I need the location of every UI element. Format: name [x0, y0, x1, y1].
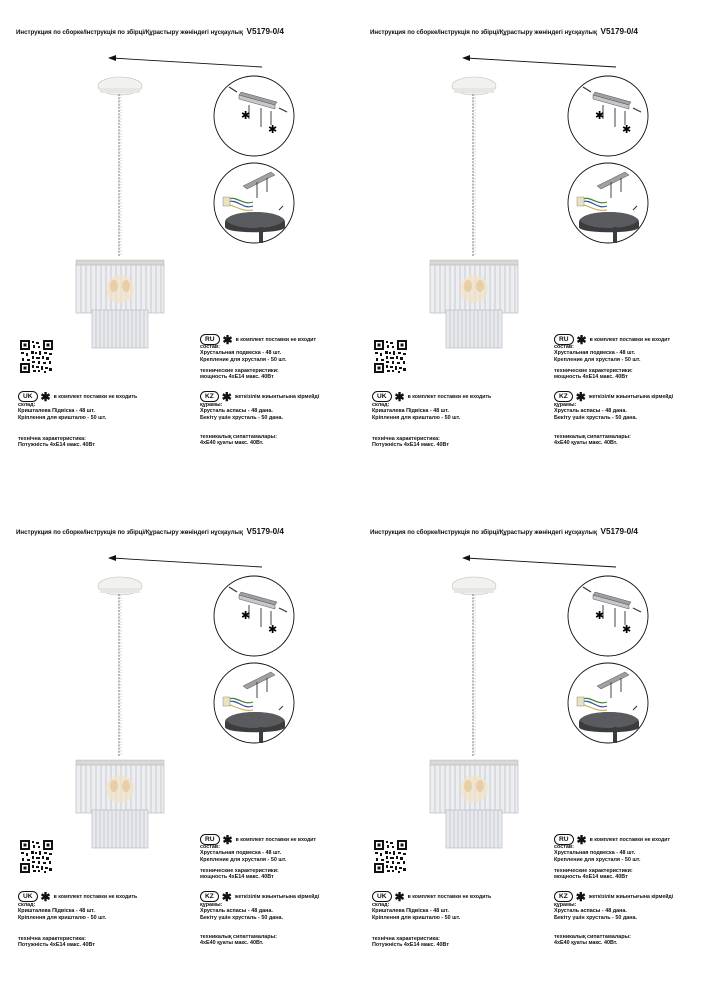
- ru-not-included-legend: RU ✱ в комплект поставки не входит: [554, 831, 670, 849]
- uk-composition: склад: Кришталева Підвіска - 48 шт. Кріплення для кришталю - 50 шт.: [18, 902, 107, 921]
- kz-specifications: техникалық сипаттамалары: 4хE40 қуаты макс. 40Вт.: [554, 934, 631, 947]
- direction-arrow-icon: [0, 500, 353, 580]
- asterisk-icon: ✱: [221, 389, 232, 404]
- svg-text:✱: ✱: [241, 109, 251, 122]
- ru-language-badge: RU: [200, 334, 220, 345]
- kz-composition: құрамы: Хрусталь аспасы - 48 дана. Бекіту үшін хрусталь - 50 дана.: [200, 902, 283, 921]
- kz-not-included-legend: KZ ✱ жеткізілім жиынтығына кірмейді: [554, 388, 673, 406]
- kz-not-included-legend: KZ ✱ жеткізілім жиынтығына кірмейді: [554, 888, 673, 906]
- svg-text:✱: ✱: [622, 123, 632, 136]
- asterisk-icon: ✱: [575, 389, 586, 404]
- chandelier-illustration: [424, 574, 524, 854]
- uk-language-badge: UK: [372, 391, 392, 402]
- mounting-bracket-detail-illustration: [213, 575, 295, 657]
- mounting-bracket-detail-illustration: [213, 75, 295, 157]
- ru-not-included-legend: RU ✱ в комплект поставки не входит: [554, 331, 670, 349]
- svg-text:✱: ✱: [595, 609, 605, 622]
- ru-specifications: технические характеристики: мощность 4хE14 макс. 40Вт: [554, 868, 633, 881]
- canopy-wiring-detail-illustration: [213, 162, 295, 244]
- kz-composition: құрамы: Хрусталь аспасы - 48 дана. Бекіту үшін хрусталь - 50 дана.: [554, 902, 637, 921]
- kz-composition: құрамы: Хрусталь аспасы - 48 дана. Бекіту үшін хрусталь - 50 дана.: [200, 402, 283, 421]
- svg-text:✱: ✱: [622, 623, 632, 636]
- qr-code: [20, 840, 53, 873]
- asterisk-icon: ✱: [221, 889, 232, 904]
- mounting-bracket-detail-illustration: [567, 75, 649, 157]
- instruction-title: Инструкция по сборке/Інструкція по збірці/Құрастыру жөніндегі нұсқаулық V5179-0/4: [16, 27, 284, 36]
- ru-composition: состав: Хрустальная подвеска - 48 шт. Крепление для хрусталя - 50 шт.: [200, 844, 287, 863]
- uk-not-included-legend: UK ✱ в комплект поставки не входить: [372, 388, 491, 406]
- asterisk-icon: ✱: [394, 889, 405, 904]
- chandelier-illustration: [70, 574, 170, 854]
- chandelier-illustration: [424, 74, 524, 354]
- uk-specifications: технічна характеристика: Потужність 4хE14 макс. 40Вт: [372, 936, 449, 949]
- canopy-wiring-detail-illustration: [567, 162, 649, 244]
- kz-specifications: техникалық сипаттамалары: 4хE40 қуаты макс. 40Вт.: [200, 934, 277, 947]
- asterisk-icon: ✱: [222, 332, 233, 347]
- ru-not-included-legend: RU ✱ в комплект поставки не входит: [200, 331, 316, 349]
- canopy-wiring-detail-illustration: [567, 662, 649, 744]
- asterisk-icon: ✱: [576, 832, 587, 847]
- model-code: V5179-0/4: [600, 527, 638, 536]
- uk-language-badge: UK: [372, 891, 392, 902]
- kz-not-included-legend: KZ ✱ жеткізілім жиынтығына кірмейді: [200, 388, 319, 406]
- uk-composition: склад: Кришталева Підвіска - 48 шт. Кріплення для кришталю - 50 шт.: [18, 402, 107, 421]
- uk-not-included-legend: UK ✱ в комплект поставки не входить: [18, 888, 137, 906]
- asterisk-icon: ✱: [575, 889, 586, 904]
- kz-composition: құрамы: Хрусталь аспасы - 48 дана. Бекіту үшін хрусталь - 50 дана.: [554, 402, 637, 421]
- kz-language-badge: KZ: [200, 391, 219, 402]
- instruction-panel-3: [0, 500, 353, 1000]
- instruction-panel-1: [0, 0, 353, 500]
- kz-specifications: техникалық сипаттамалары: 4хE40 қуаты макс. 40Вт.: [200, 434, 277, 447]
- model-code: V5179-0/4: [246, 27, 284, 36]
- uk-language-badge: UK: [18, 391, 38, 402]
- ru-language-badge: RU: [554, 334, 574, 345]
- svg-text:✱: ✱: [595, 109, 605, 122]
- model-code: V5179-0/4: [600, 27, 638, 36]
- ru-composition: состав: Хрустальная подвеска - 48 шт. Крепление для хрусталя - 50 шт.: [200, 344, 287, 363]
- instruction-title: Инструкция по сборке/Інструкція по збірці/Құрастыру жөніндегі нұсқаулық V5179-0/4: [370, 27, 638, 36]
- uk-specifications: технічна характеристика: Потужність 4хE14 макс. 40Вт: [372, 436, 449, 449]
- model-code: V5179-0/4: [246, 527, 284, 536]
- chandelier-illustration: [70, 74, 170, 354]
- ru-not-included-legend: RU ✱ в комплект поставки не входит: [200, 831, 316, 849]
- kz-specifications: техникалық сипаттамалары: 4хE40 қуаты макс. 40Вт.: [554, 434, 631, 447]
- instruction-panel-4: [354, 500, 707, 1000]
- asterisk-icon: ✱: [40, 889, 51, 904]
- ru-language-badge: RU: [200, 834, 220, 845]
- direction-arrow-icon: [354, 500, 707, 580]
- svg-text:✱: ✱: [241, 609, 251, 622]
- uk-composition: склад: Кришталева Підвіска - 48 шт. Кріплення для кришталю - 50 шт.: [372, 402, 461, 421]
- kz-not-included-legend: KZ ✱ жеткізілім жиынтығына кірмейді: [200, 888, 319, 906]
- ru-language-badge: RU: [554, 834, 574, 845]
- direction-arrow-icon: [354, 0, 707, 80]
- uk-not-included-legend: UK ✱ в комплект поставки не входить: [372, 888, 491, 906]
- direction-arrow-icon: [0, 0, 353, 80]
- svg-text:✱: ✱: [268, 123, 278, 136]
- uk-specifications: технічна характеристика: Потужність 4хE14 макс. 40Вт: [18, 936, 95, 949]
- uk-composition: склад: Кришталева Підвіска - 48 шт. Кріплення для кришталю - 50 шт.: [372, 902, 461, 921]
- svg-text:✱: ✱: [268, 623, 278, 636]
- kz-language-badge: KZ: [200, 891, 219, 902]
- instruction-title: Инструкция по сборке/Інструкція по збірці/Құрастыру жөніндегі нұсқаулық V5179-0/4: [370, 527, 638, 536]
- qr-code: [374, 340, 407, 373]
- uk-not-included-legend: UK ✱ в комплект поставки не входить: [18, 388, 137, 406]
- uk-specifications: технічна характеристика: Потужність 4хE14 макс. 40Вт: [18, 436, 95, 449]
- asterisk-icon: ✱: [40, 389, 51, 404]
- qr-code: [20, 340, 53, 373]
- kz-language-badge: KZ: [554, 391, 573, 402]
- asterisk-icon: ✱: [222, 832, 233, 847]
- instruction-title: Инструкция по сборке/Інструкція по збірці/Құрастыру жөніндегі нұсқаулық V5179-0/4: [16, 527, 284, 536]
- ru-composition: состав: Хрустальная подвеска - 48 шт. Крепление для хрусталя - 50 шт.: [554, 344, 641, 363]
- ru-specifications: технические характеристики: мощность 4хE14 макс. 40Вт: [200, 368, 279, 381]
- ru-composition: состав: Хрустальная подвеска - 48 шт. Крепление для хрусталя - 50 шт.: [554, 844, 641, 863]
- kz-language-badge: KZ: [554, 891, 573, 902]
- asterisk-icon: ✱: [394, 389, 405, 404]
- ru-specifications: технические характеристики: мощность 4хE14 макс. 40Вт: [200, 868, 279, 881]
- uk-language-badge: UK: [18, 891, 38, 902]
- qr-code: [374, 840, 407, 873]
- canopy-wiring-detail-illustration: [213, 662, 295, 744]
- mounting-bracket-detail-illustration: [567, 575, 649, 657]
- ru-specifications: технические характеристики: мощность 4хE14 макс. 40Вт: [554, 368, 633, 381]
- asterisk-icon: ✱: [576, 332, 587, 347]
- instruction-panel-2: [354, 0, 707, 500]
